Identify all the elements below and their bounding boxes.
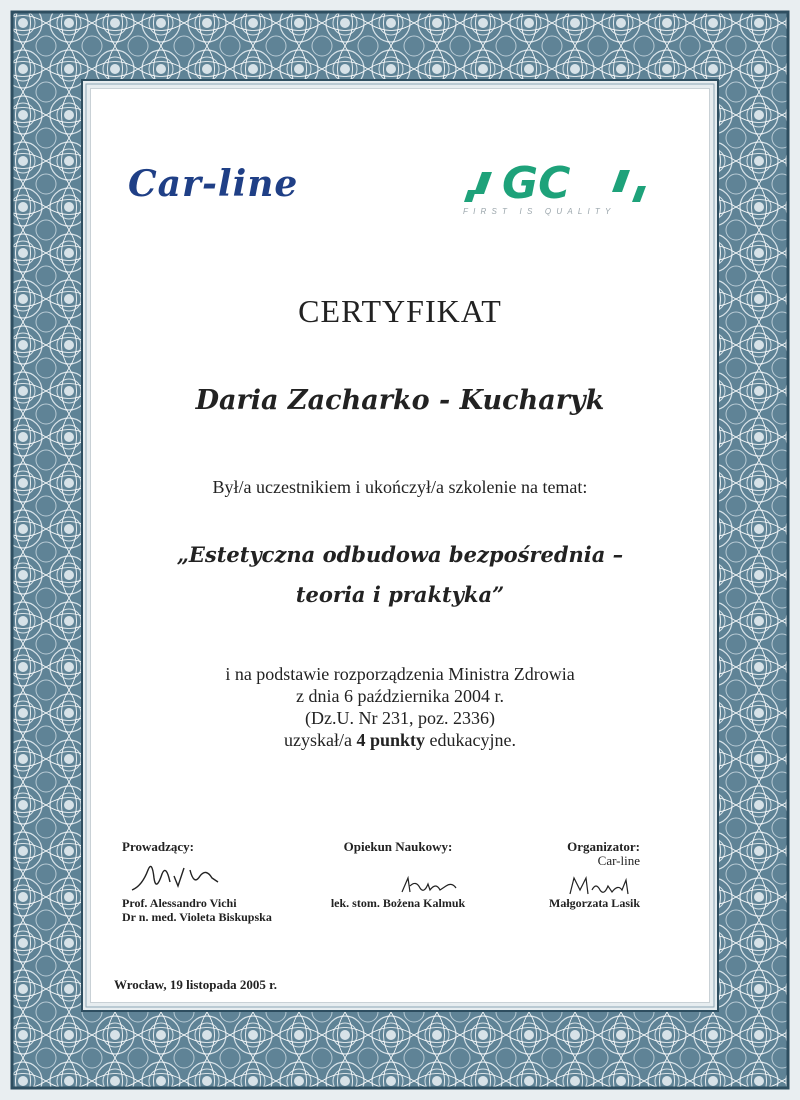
points-pre: uzyskał/a: [284, 730, 352, 750]
leaders-block: [122, 840, 194, 854]
leader-2: Dr n. med. Violeta Biskupska: [122, 910, 272, 924]
supervisor-signature: [398, 872, 462, 898]
place-date: Wrocław, 19 listopada 2005 r.: [114, 977, 278, 992]
legal-basis: [0, 663, 800, 751]
organizer-label: Organizator:: [567, 839, 640, 854]
organizer-signature: [566, 872, 636, 898]
points-post: edukacyjne.: [429, 730, 516, 750]
carline-logo: Car-line: [128, 163, 299, 205]
leader-1: Prof. Alessandro Vichi: [122, 896, 237, 910]
leaders-label: Prowadzący:: [122, 839, 194, 854]
leaders-names: [122, 896, 272, 924]
organizer-company: Car-line: [597, 853, 640, 868]
supervisor-name-block: [318, 896, 478, 910]
legal-line-3: (Dz.U. Nr 231, poz. 2336): [305, 708, 495, 728]
supervisor-block: [318, 840, 478, 854]
legal-line-4: [0, 729, 800, 751]
course-topic: [0, 535, 800, 615]
organizer-block: [530, 840, 640, 868]
organizer-person: Małgorzata Lasik: [549, 896, 640, 910]
leader-signature: [128, 856, 228, 896]
legal-line-1: i na podstawie rozporządzenia Ministra Zdrowia: [225, 664, 575, 684]
topic-line-1: „Estetyczna odbudowa bezpośrednia –: [176, 542, 624, 567]
points-value: 4 punkty: [356, 730, 426, 750]
recipient-name: Daria Zacharko - Kucharyk: [195, 385, 605, 416]
organizer-person-block: [530, 896, 640, 910]
gc-mark: GC: [502, 158, 571, 209]
supervisor-label: Opiekun Naukowy:: [343, 839, 453, 854]
certificate-title: CERTYFIKAT: [298, 293, 502, 329]
intro-text: Był/a uczestnikiem i ukończył/a szkolenie na temat:: [212, 477, 588, 497]
topic-line-2: teoria i praktyka”: [295, 582, 505, 607]
legal-line-2: z dnia 6 października 2004 r.: [296, 686, 504, 706]
gc-tagline: FIRST IS QUALITY: [463, 207, 616, 216]
supervisor-name: lek. stom. Bożena Kalmuk: [330, 896, 466, 910]
